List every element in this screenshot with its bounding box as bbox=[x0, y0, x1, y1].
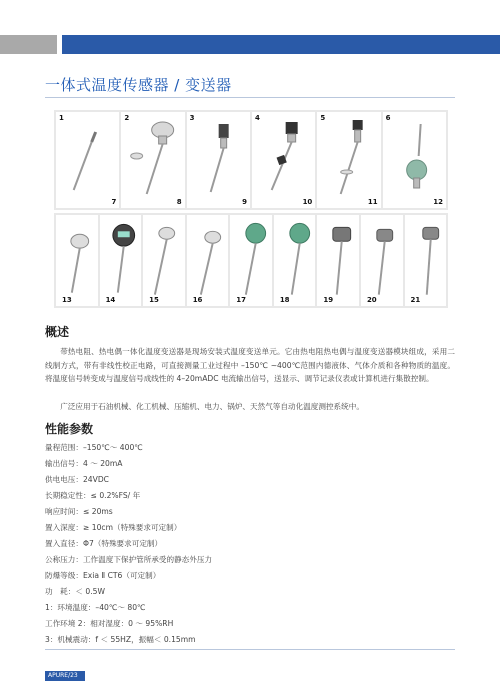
page-title: 一体式温度传感器 / 变送器 bbox=[45, 76, 232, 94]
spec-item: 输出信号：4 ～ 20mA bbox=[45, 459, 123, 468]
product-cell bbox=[187, 215, 229, 306]
product-number: 8 bbox=[176, 198, 182, 206]
spec-item: 3：机械震动：f ＜ 55HZ，振幅＜ 0.15mm bbox=[45, 635, 196, 644]
product-number: 11 bbox=[367, 198, 378, 206]
product-cell bbox=[252, 112, 315, 208]
product-number: 15 bbox=[149, 296, 159, 304]
product-number: 10 bbox=[302, 198, 313, 206]
flange-transmitter-icon bbox=[317, 112, 380, 208]
product-cell bbox=[383, 112, 446, 208]
angled-transmitter-icon bbox=[252, 112, 315, 208]
title-divider bbox=[45, 97, 455, 98]
digital-display-icon bbox=[100, 215, 142, 306]
product-number: 13 bbox=[62, 296, 72, 304]
product-cell bbox=[56, 112, 119, 208]
overview-paragraph: 带热电阻、热电偶一体化温度变送器是现场安装式温度变送单元。它由热电阻热电偶与温度变送器模块组成，采用二线制方式，带有非线性校正电路，可直接测量工业过程中 –150℃ ~400℃范围内德液体、气体介质和各种物质的温度。将温度信号转变成与温度信号成线性的 4–20mADC 电流输出信号，送显示、调节记录仪表或计算机进行集散控制。 bbox=[45, 347, 455, 383]
spec-item: 置入深度：≥ 10cm（特殊要求可定制） bbox=[45, 523, 182, 532]
spec-item: 供电电压：24VDC bbox=[45, 475, 109, 484]
specs-heading: 性能参数 bbox=[45, 422, 94, 436]
green-display-transmitter-icon bbox=[230, 215, 272, 306]
explosion-proof-head-icon bbox=[361, 215, 403, 306]
product-number: 6 bbox=[385, 114, 391, 122]
head-transmitter-icon bbox=[121, 112, 184, 208]
product-number: 7 bbox=[111, 198, 117, 206]
footer-divider bbox=[45, 649, 455, 650]
overview-paragraph: 广泛应用于石油机械、化工机械、压缩机、电力、锅炉、天然气等自动化温度测控系统中。 bbox=[60, 402, 364, 411]
product-cell bbox=[317, 215, 359, 306]
spec-item: 响应时间：≤ 20ms bbox=[45, 507, 113, 516]
spec-item: 置入直径：Φ7（特殊要求可定制） bbox=[45, 539, 163, 548]
product-number: 3 bbox=[189, 114, 195, 122]
header-blue-bar bbox=[62, 35, 500, 54]
product-cell bbox=[187, 112, 250, 208]
spec-item: 量程范围：–150℃～ 400℃ bbox=[45, 443, 143, 452]
product-number: 9 bbox=[242, 198, 247, 206]
spec-item: 公称压力：工作温度下保护管所承受的静态外压力 bbox=[45, 555, 213, 564]
spec-item: 长期稳定性：≤ 0.2%FS/ 年 bbox=[45, 491, 141, 500]
head-probe-icon bbox=[187, 215, 229, 306]
explosion-proof-head-icon bbox=[317, 215, 359, 306]
product-number: 14 bbox=[105, 296, 116, 304]
spec-item: 1：环境温度：–40℃～ 80℃ bbox=[45, 603, 146, 612]
product-number: 21 bbox=[410, 296, 421, 304]
product-number: 5 bbox=[320, 114, 326, 122]
product-number: 4 bbox=[254, 114, 260, 122]
product-number: 16 bbox=[192, 296, 203, 304]
probe-straight-icon bbox=[56, 112, 119, 208]
product-cell bbox=[143, 215, 185, 306]
product-grid-row-2 bbox=[54, 213, 448, 308]
page-footer: APURE/23 bbox=[45, 671, 85, 681]
product-cell bbox=[230, 215, 272, 306]
head-probe-icon bbox=[56, 215, 98, 306]
product-number: 20 bbox=[366, 296, 377, 304]
explosion-proof-head-icon bbox=[405, 215, 447, 306]
green-display-transmitter-icon bbox=[274, 215, 316, 306]
product-cell bbox=[361, 215, 403, 306]
product-cell bbox=[121, 112, 184, 208]
product-cell bbox=[405, 215, 447, 306]
spec-item: 功 耗：＜ 0.5W bbox=[45, 587, 105, 596]
product-grid-row-1 bbox=[54, 110, 448, 210]
product-number: 18 bbox=[279, 296, 290, 304]
spec-item: 工作环境 2：相对湿度：0 ～ 95%RH bbox=[45, 619, 174, 628]
product-cell bbox=[100, 215, 142, 306]
spec-item: 防爆等级：Exia Ⅱ CT6（可定制） bbox=[45, 571, 161, 580]
header-gray-bar bbox=[0, 35, 57, 54]
product-number: 19 bbox=[323, 296, 334, 304]
overview-heading: 概述 bbox=[45, 325, 70, 339]
product-cell bbox=[56, 215, 98, 306]
product-number: 1 bbox=[59, 114, 64, 122]
product-number: 17 bbox=[236, 296, 246, 304]
display-head-transmitter-icon bbox=[383, 112, 446, 208]
product-cell bbox=[274, 215, 316, 306]
product-number: 12 bbox=[433, 198, 443, 206]
connector-transmitter-icon bbox=[187, 112, 250, 208]
product-cell bbox=[317, 112, 380, 208]
head-probe-icon bbox=[143, 215, 185, 306]
product-number: 2 bbox=[124, 114, 130, 122]
